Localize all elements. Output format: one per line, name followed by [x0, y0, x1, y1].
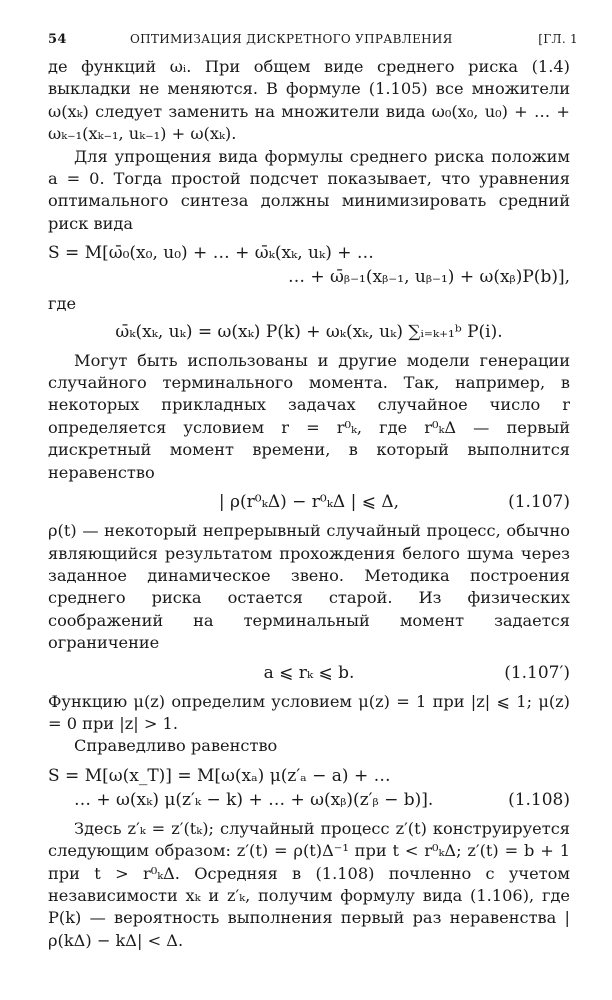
- equation-risk-line1: S = M[ω̄₀(x₀, u₀) + … + ω̄ₖ(xₖ, uₖ) + …: [48, 243, 374, 264]
- equation-1-107-body: | ρ(r⁰ₖΔ) − r⁰ₖΔ | ⩽ Δ,: [218, 492, 400, 513]
- equation-1-107: [48, 490, 570, 514]
- paragraph-here: Здесь z′ₖ = z′(tₖ); случайный процесс z′(t) конструируется следующим образом: z′(t) = ρ(t)Δ⁻¹ при t < r⁰ₖΔ; z′(t) = b + 1 при t > r⁰ₖΔ. Осредняя в (1.108) почленно с учетом независимости xₖ и z′ₖ, получим формулу вида (1.106), где P(k) — вероятность выполнения первый раз неравенства |ρ(kΔ) − kΔ| < Δ.: [48, 818, 570, 950]
- paragraph-continuation: де функций ωᵢ. При общем виде среднего риска (1.4) выкладки не меняются. В формуле (1.105) все множители ω(xₖ) следует заменить на множители вида ω₀(x₀, u₀) + … + ωₖ₋₁(xₖ₋₁, uₖ₋₁) + ω(xₖ).: [48, 57, 570, 144]
- running-title: ОПТИМИЗАЦИЯ ДИСКРЕТНОГО УПРАВЛЕНИЯ: [130, 32, 453, 46]
- equation-omega-bar: ω̄ₖ(xₖ, uₖ) = ω(xₖ) P(k) + ωₖ(xₖ, uₖ) ∑ᵢ₌ₖ₊₁ᵇ P(i).: [115, 321, 503, 342]
- paragraph-equality: Справедливо равенство: [74, 736, 278, 756]
- equation-1-107-prime-body: a ⩽ rₖ ⩽ b.: [263, 662, 355, 683]
- paragraph-simplification: Для упрощения вида формулы среднего риска положим a = 0. Тогда простой подсчет показывает, что уравнения оптимального синтеза должны минимизировать средний риск вида: [48, 146, 570, 233]
- page-header: [48, 32, 578, 56]
- word-where: где: [48, 294, 77, 314]
- paragraph-other-models: Могут быть использованы и другие модели генерации случайного терминального момента. Так, например, в некоторых прикладных задачах случайное число r определяется условием r = r⁰ₖ, где r⁰ₖΔ — первый дискретный момент времени, в который выполнится неравенство: [48, 350, 570, 482]
- chapter-marker: [ГЛ. 1: [538, 32, 578, 46]
- equation-1-108-line2: [48, 788, 570, 812]
- equation-1-108-line2-body: … + ω(xₖ) μ(z′ₖ − k) + … + ω(xᵦ)(z′ᵦ − b)].: [74, 789, 434, 810]
- page-number: 54: [48, 32, 67, 47]
- equation-risk-line2: … + ω̄ᵦ₋₁(xᵦ₋₁, uᵦ₋₁) + ω(xᵦ)P(b)],: [287, 267, 570, 288]
- paragraph-mu-function: Функцию μ(z) определим условием μ(z) = 1 при |z| ⩽ 1; μ(z) = 0 при |z| > 1.: [48, 691, 570, 733]
- equation-1-107-prime: [48, 661, 570, 685]
- book-page: [48, 32, 578, 952]
- equation-number-1-108: (1.108): [508, 789, 570, 810]
- equation-1-108-line1: S = M[ω(x_T)] = M[ω(xₐ) μ(z′ₐ − a) + …: [48, 765, 391, 786]
- paragraph-random-process: ρ(t) — некоторый непрерывный случайный процесс, обычно являющийся результатом прохождения белого шума через заданное динамическое звено. Методика построения среднего риска остается старой. Из физических соображений на терминальный момент задается ограничение: [48, 521, 570, 653]
- equation-number-1-107-prime: (1.107′): [504, 662, 570, 683]
- equation-number-1-107: (1.107): [508, 492, 570, 513]
